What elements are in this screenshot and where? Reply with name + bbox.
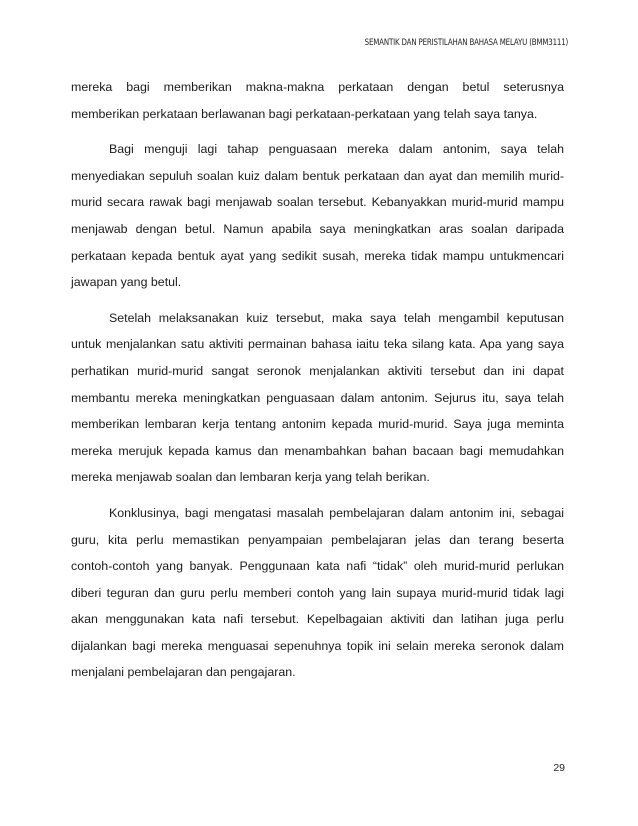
text-line: membantu mereka meningkatkan penguasaan dalam antonim. Sejurus itu, saya telah [71,390,564,405]
text-line: menjalani pembelajaran dan pengajaran. [71,665,296,680]
text-line: murid secara rawak bagi menjawab soalan tersebut. Kebanyakkan murid-murid mampu [71,195,564,210]
text-line: jawapan yang betul. [71,275,182,290]
text-line: perhatikan murid-murid sangat seronok menjalankan aktiviti tersebut dan ini dapat [71,363,564,378]
text-line: akan menggunakan kata nafi tersebut. Kepelbagaian aktiviti dan latihan juga perlu [71,612,564,627]
text-line: Setelah melaksanakan kuiz tersebut, maka saya telah mengambil keputusan [109,310,564,325]
text-line: mereka menjawab soalan dan lembaran kerja yang telah berikan. [71,470,430,485]
text-line: mereka merujuk kepada kamus dan menambahkan bahan bacaan bagi memudahkan [71,443,564,458]
text-line: menyediakan sepuluh soalan kuiz dalam bentuk perkataan dan ayat dan memilih murid- [71,168,564,183]
body-text [71,74,564,686]
text-line: memberikan lembaran kerja tentang antonim kepada murid-murid. Saya juga meminta [71,417,564,432]
text-line: mereka bagi memberikan makna-makna perkataan dengan betul seterusnya [71,80,564,94]
paragraph-3 [71,305,564,491]
text-line: diberi teguran dan guru perlu memberi contoh yang lain supaya murid-murid tidak lagi [71,585,564,600]
text-line: dijalankan bagi mereka menguasai sepenuhnya topik ini selain mereka seronok dalam [71,638,564,653]
running-header: SEMANTIK DAN PERISTILAHAN BAHASA MELAYU (BMM3111) [364,38,568,48]
text-line: menjawab dengan betul. Namun apabila saya meningkatkan aras soalan daripada [71,221,564,236]
text-line: perkataan kepada bentuk ayat yang sedikit susah, mereka tidak mampu untukmencari [71,248,564,263]
text-line: guru, kita perlu memastikan penyampaian pembelajaran jelas dan terang beserta [71,532,564,547]
text-line: memberikan perkataan berlawanan bagi perkataan-perkataan yang telah saya tanya. [71,106,538,121]
text-line: Bagi menguji lagi tahap penguasaan mereka dalam antonim, saya telah [109,142,564,157]
text-line: contoh-contoh yang banyak. Penggunaan kata nafi “tidak” oleh murid-murid perlukan [71,559,564,574]
text-line: Konklusinya, bagi mengatasi masalah pembelajaran dalam antonim ini, sebagai [109,505,564,520]
paragraph-4 [71,500,564,686]
text-line: untuk menjalankan satu aktiviti permainan bahasa iaitu teka silang kata. Apa yang saya [71,337,564,352]
paragraph-2 [71,136,564,296]
paragraph-1 [71,74,564,127]
page-number: 29 [553,762,565,774]
